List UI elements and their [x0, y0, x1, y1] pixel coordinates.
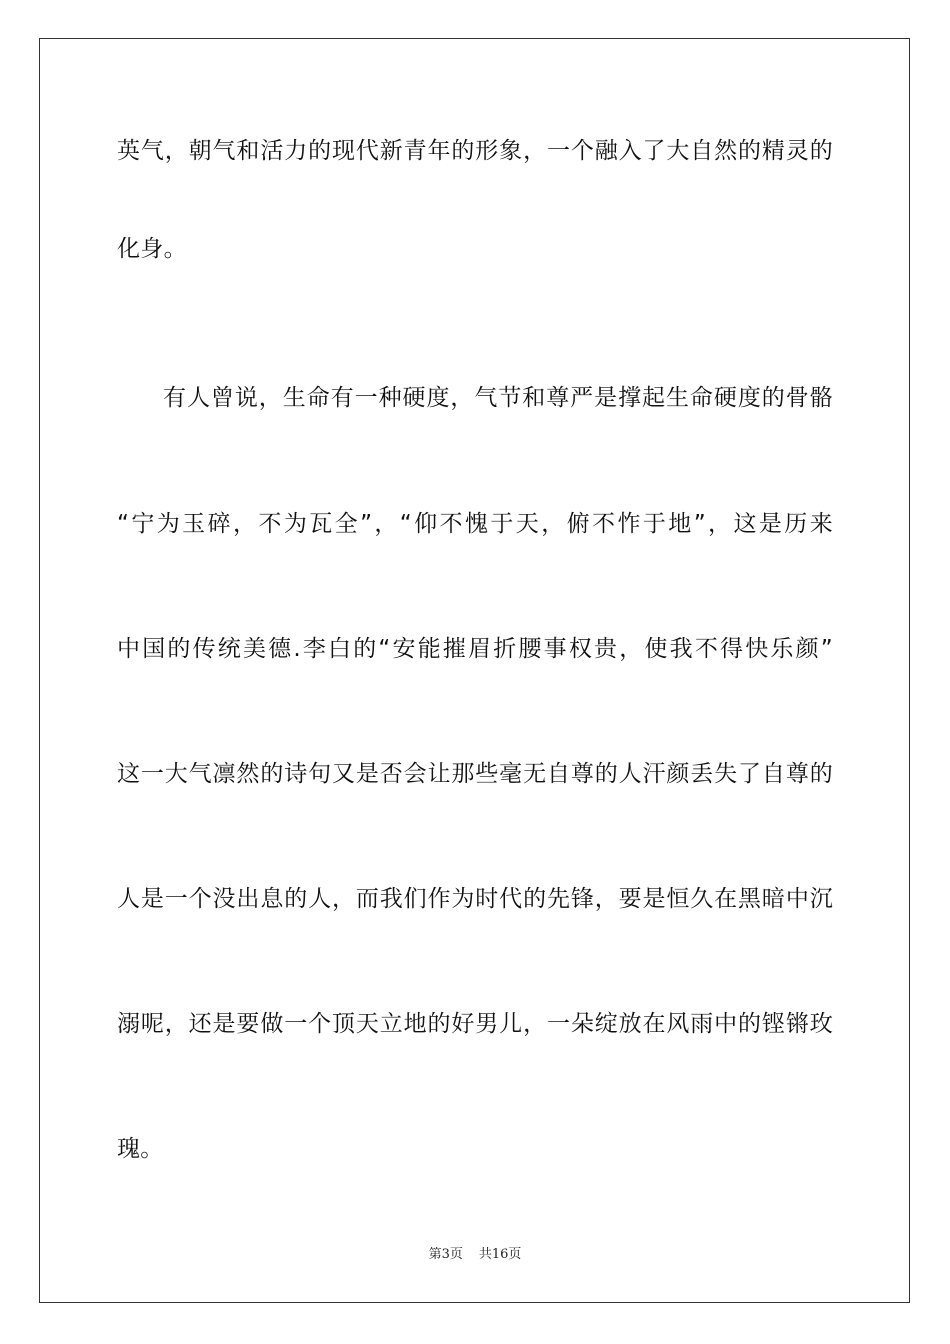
body-text-line: 英气，朝气和活力的现代新青年的形象，一个融入了大自然的精灵的: [117, 138, 833, 164]
page-footer: [0, 1246, 950, 1264]
page-total: 共16页: [478, 1247, 522, 1262]
body-text-line: 瑰。: [117, 1136, 164, 1162]
body-text-line: 溺呢，还是要做一个顶天立地的好男儿，一朵绽放在风雨中的铿锵玫: [117, 1011, 833, 1037]
body-text-line: “宁为玉碎，不为瓦全”，“仰不愧于天，俯不怍于地”，这是历来: [117, 511, 833, 537]
body-text-line: 人是一个没出息的人，而我们作为时代的先锋，要是恒久在黑暗中沉: [117, 886, 833, 912]
page-border: [39, 38, 910, 1303]
body-text-line: 这一大气凛然的诗句又是否会让那些毫无自尊的人汗颜丢失了自尊的: [117, 761, 833, 787]
body-text-line: 化身。: [117, 236, 187, 262]
body-text-line: 有人曾说，生命有一种硬度，气节和尊严是撑起生命硬度的骨骼: [163, 385, 833, 411]
body-text-line: 中国的传统美德.李白的“安能摧眉折腰事权贵，使我不得快乐颜”: [117, 636, 833, 662]
page-number: 第3页: [428, 1247, 463, 1262]
